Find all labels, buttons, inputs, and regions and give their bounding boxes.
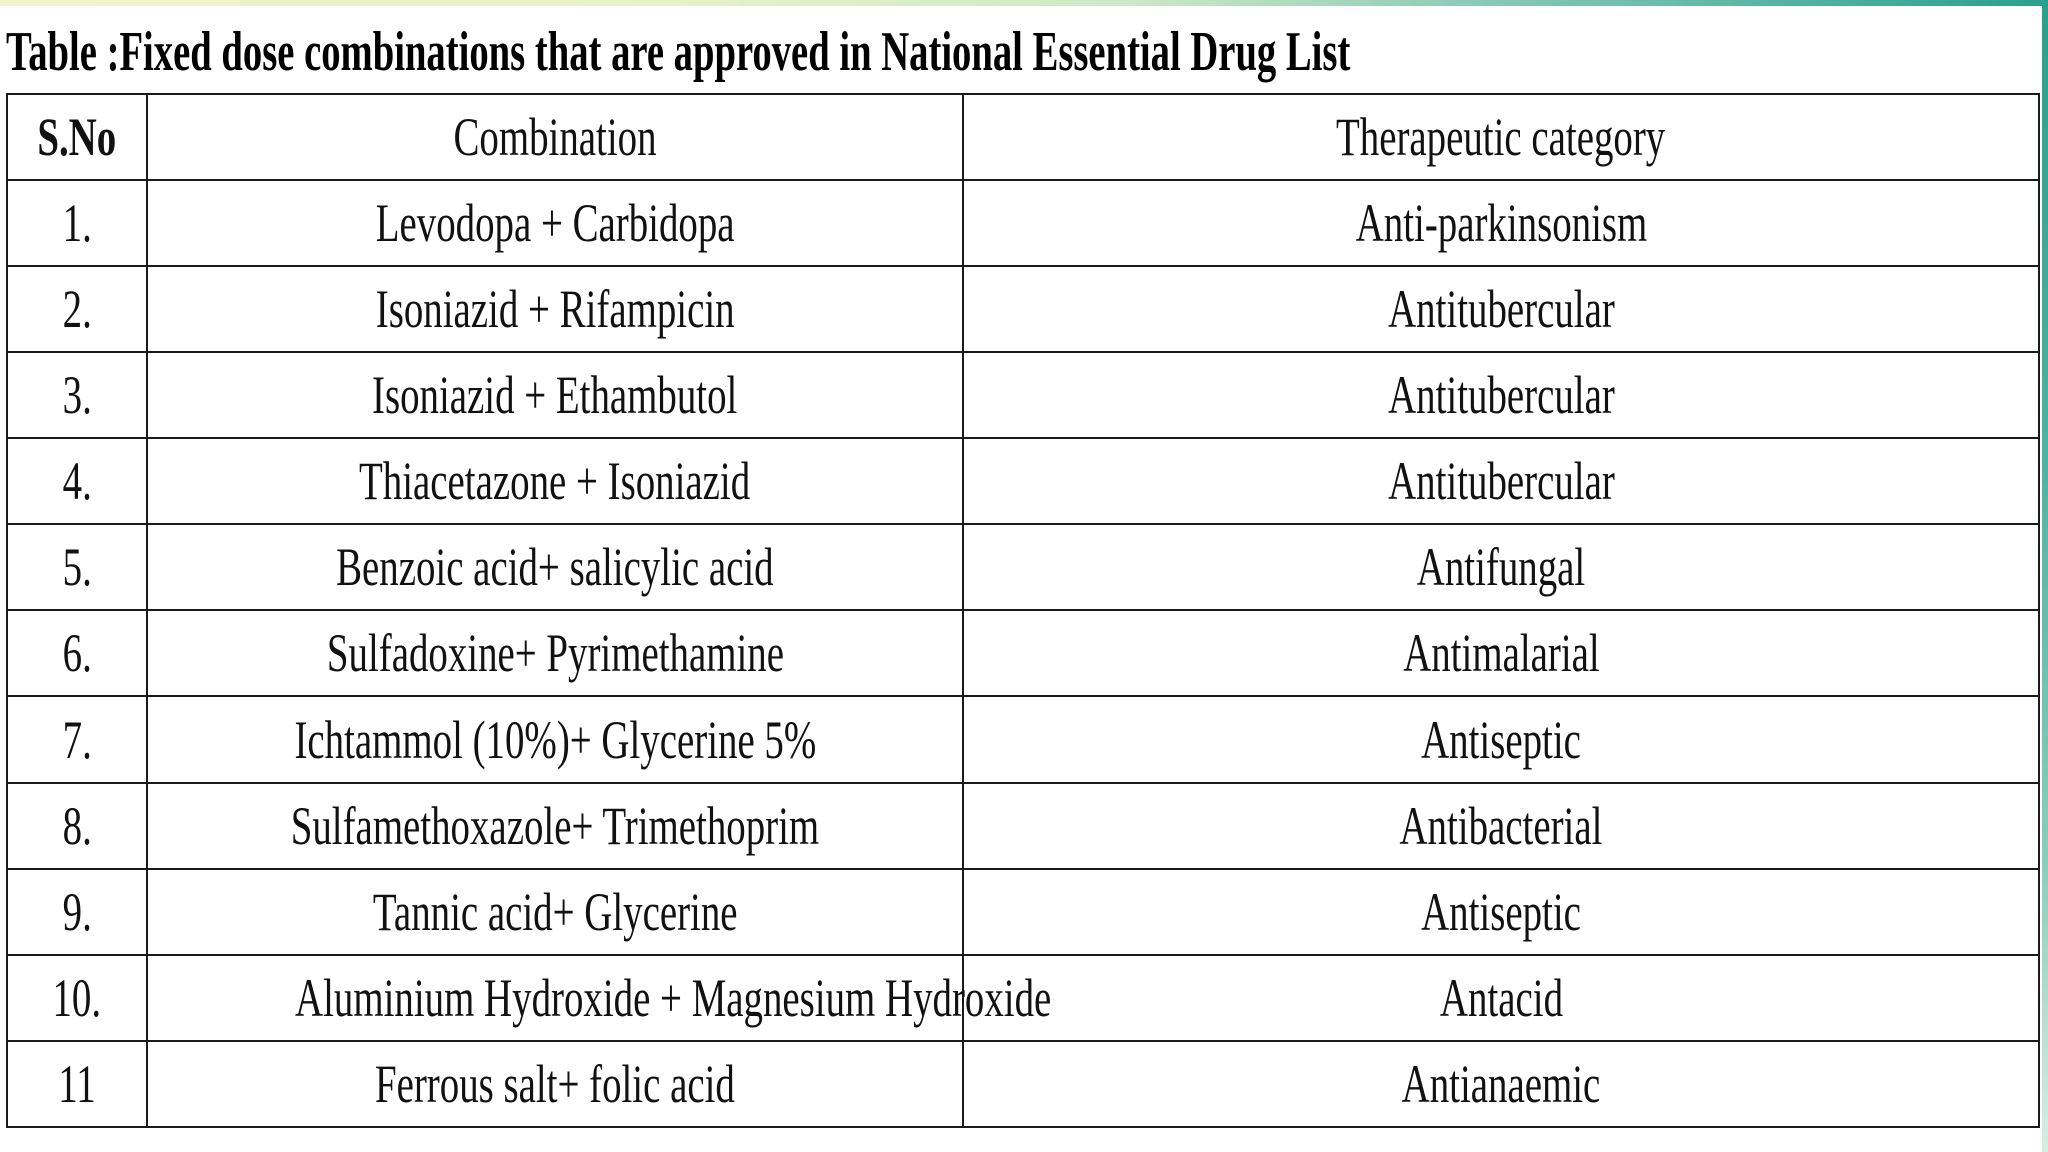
cell-category: Antiseptic — [963, 696, 2039, 782]
cell-sno: 3. — [7, 352, 147, 438]
cell-combination: Ferrous salt+ folic acid — [147, 1041, 963, 1127]
cell-sno: 1. — [7, 180, 147, 266]
cell-combination: Ichtammol (10%)+ Glycerine 5% — [147, 696, 963, 782]
cell-category: Anti-parkinsonism — [963, 180, 2039, 266]
cell-combination: Tannic acid+ Glycerine — [147, 869, 963, 955]
table-row — [7, 266, 2039, 352]
cell-combination: Isoniazid + Ethambutol — [147, 352, 963, 438]
cell-combination: Aluminium Hydroxide + Magnesium Hydroxide — [147, 955, 963, 1041]
header-sno — [7, 94, 147, 180]
table-row — [7, 783, 2039, 869]
table-row — [7, 955, 2039, 1041]
fdc-table — [6, 93, 2040, 1128]
header-sno-label: S.No — [37, 107, 117, 167]
cell-combination: Isoniazid + Rifampicin — [147, 266, 963, 352]
cell-category: Antitubercular — [963, 352, 2039, 438]
cell-combination: Benzoic acid+ salicylic acid — [147, 524, 963, 610]
cell-category: Antimalarial — [963, 610, 2039, 696]
cell-combination: Levodopa + Carbidopa — [147, 180, 963, 266]
table-row — [7, 696, 2039, 782]
right-accent-bar — [2042, 0, 2048, 1152]
table-title: Table :Fixed dose combinations that are approved in National Essential Drug List — [6, 21, 1351, 83]
cell-combination: Sulfadoxine+ Pyrimethamine — [147, 610, 963, 696]
table-row — [7, 180, 2039, 266]
cell-combination: Sulfamethoxazole+ Trimethoprim — [147, 783, 963, 869]
cell-category: Antitubercular — [963, 438, 2039, 524]
cell-sno: 5. — [7, 524, 147, 610]
table-header-row — [7, 94, 2039, 180]
table-row — [7, 352, 2039, 438]
cell-category: Antiseptic — [963, 869, 2039, 955]
cell-category: Antitubercular — [963, 266, 2039, 352]
cell-sno: 8. — [7, 783, 147, 869]
table-row — [7, 869, 2039, 955]
cell-sno: 6. — [7, 610, 147, 696]
header-category-label: Therapeutic category — [1336, 107, 1666, 167]
cell-sno: 11 — [7, 1041, 147, 1127]
header-combination — [147, 94, 963, 180]
cell-sno: 7. — [7, 696, 147, 782]
top-accent-bar — [0, 0, 2048, 6]
cell-category: Antianaemic — [963, 1041, 2039, 1127]
cell-category: Antibacterial — [963, 783, 2039, 869]
header-combination-label: Combination — [453, 107, 657, 167]
cell-sno: 4. — [7, 438, 147, 524]
table-row — [7, 438, 2039, 524]
cell-sno: 9. — [7, 869, 147, 955]
table-row — [7, 1041, 2039, 1127]
table-row — [7, 610, 2039, 696]
cell-combination: Thiacetazone + Isoniazid — [147, 438, 963, 524]
cell-category: Antacid — [963, 955, 2039, 1041]
cell-sno: 10. — [7, 955, 147, 1041]
table-row — [7, 524, 2039, 610]
cell-sno: 2. — [7, 266, 147, 352]
cell-category: Antifungal — [963, 524, 2039, 610]
header-category — [963, 94, 2039, 180]
